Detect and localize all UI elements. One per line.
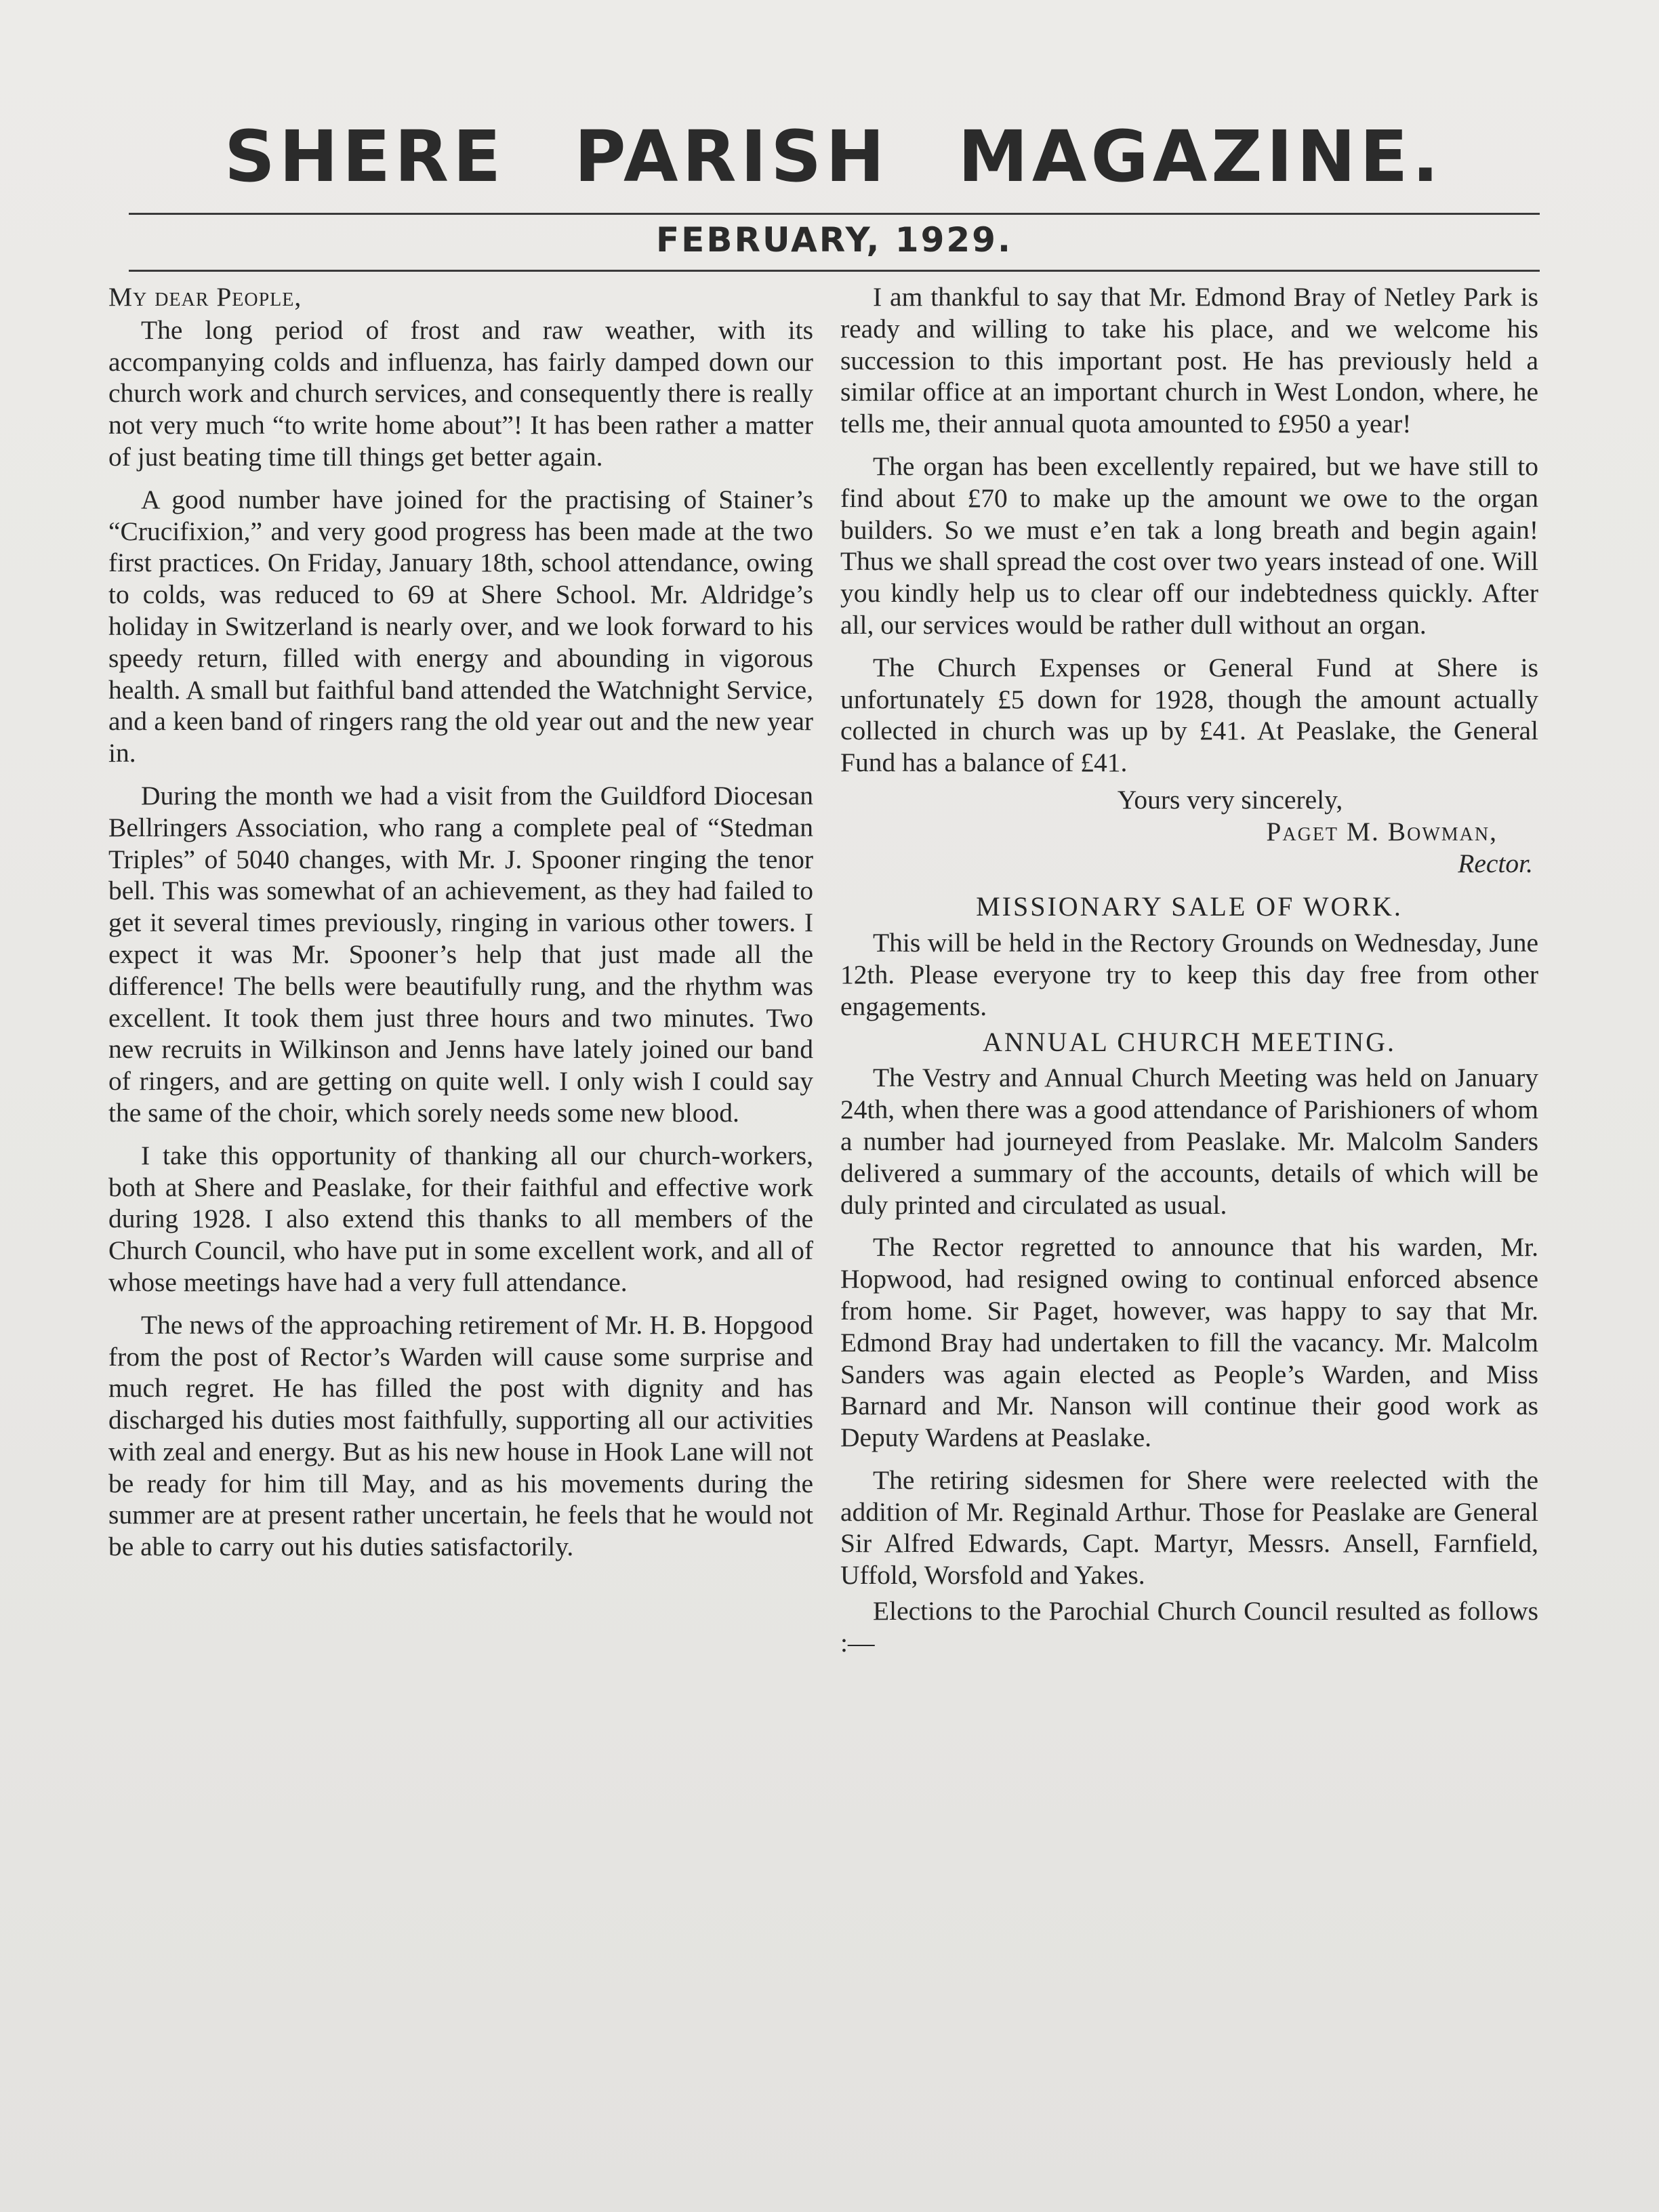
meeting-paragraph: The retiring sidesmen for Shere were reelected with the addition of Mr. Reginald Arthur. Those for Peaslake are General Sir Alfred Edwards, Capt. Martyr, Messrs. Ansell, Farnfield, Uffold, Worsfold and Yakes. xyxy=(840,1465,1538,1591)
meeting-paragraph: Elections to the Parochial Church Council resulted as follows :— xyxy=(840,1596,1538,1658)
letter-paragraph: The news of the approaching retirement of Mr. H. B. Hopgood from the post of Rector’s Warden will cause some surprise and much regret. He has filled the post with dignity and has discharged his duties most faithfully, supporting all our activities with zeal and energy. But as his new house in Hook Lane will not be ready for him till May, and as his movements during the summer are at present rather uncertain, he feels that he would not be able to carry out his duties satisfactorily. xyxy=(108,1309,813,1562)
missionary-sale-text: This will be held in the Rectory Grounds on Wednesday, June 12th. Please everyone try to keep this day free from other engagements. xyxy=(840,928,1538,1021)
letter-paragraph: The organ has been excellently repaired, but we have still to find about £70 to make up the amount we owe to the organ builders. So we must e’en tak a long breath and begin again! Thus we shall spread the cost over two years instead of one. Will you kindly help us to clear off our indebtedness quickly. After all, our services would be rather dull without an organ. xyxy=(840,451,1538,640)
annual-meeting-heading: ANNUAL CHURCH MEETING. xyxy=(982,1026,1397,1057)
letter-salutation: My dear People, xyxy=(108,282,302,312)
letter-paragraph: I take this opportunity of thanking all our church-workers, both at Shere and Peaslake, for their faithful and effective work during 1928. I also extend this thanks to all members of the Church Council, who have put in some excellent work, and all of whose meetings have had a very full attendance. xyxy=(108,1140,813,1297)
title-rule xyxy=(129,213,1540,215)
letter-paragraph: During the month we had a visit from the Guildford Diocesan Bellringers Association, who rang a complete peal of “Stedman Triples” of 5040 changes, with Mr. J. Spooner ringing the tenor bell. This was somewhat of an achievement, as they had failed to get it several times previously, ringing in various other towers. I expect it was Mr. Spooner’s help that just made all the difference! The bells were beautifully rung, and the rhythm was excellent. It took them just three hours and two minutes. Two new recruits in Wilkinson and Jenns have lately joined our band of ringers, and are getting on quite well. I only wish I could say the same of the choir, which sorely needs some new blood. xyxy=(108,780,813,1128)
missionary-sale-heading: MISSIONARY SALE OF WORK. xyxy=(976,891,1403,922)
left-column xyxy=(108,281,813,1574)
letter-paragraph: A good number have joined for the practising of Stainer’s “Crucifixion,” and very good progress has been made at the two first practices. On Friday, January 18th, school attendance, owing to colds, was reduced to 69 at Shere School. Mr. Aldridge’s holiday in Switzerland is nearly over, and we look forward to his speedy return, filled with energy and abounding in vigorous health. A small but faithful band attended the Watchnight Service, and a keen band of ringers rang the old year out and the new year in. xyxy=(108,484,813,769)
date-rule xyxy=(129,270,1540,272)
letter-closing: Yours very sincerely, xyxy=(1117,784,1343,815)
meeting-paragraph: The Rector regretted to announce that his warden, Mr. Hopwood, had resigned owing to continual enforced absence from home. Sir Paget, however, was happy to say that Mr. Edmond Bray had undertaken to fill the vacancy. Mr. Malcolm Sanders was again elected as People’s Warden, and Miss Barnard and Mr. Nanson will continue their good work as Deputy Wardens at Peaslake. xyxy=(840,1232,1538,1453)
letter-paragraph: The Church Expenses or General Fund at Shere is unfortunately £5 down for 1928, though the amount actually collected in church was up by £41. At Peaslake, the General Fund has a balance of £41. xyxy=(840,652,1538,778)
right-column xyxy=(840,281,1538,1670)
issue-date: FEBRUARY, 1929. xyxy=(656,220,1012,260)
letter-signature: Paget M. Bowman, xyxy=(1266,816,1498,846)
meeting-paragraph: The Vestry and Annual Church Meeting was held on January 24th, when there was a good attendance of Parishioners of whom a number had journeyed from Peaslake. Mr. Malcolm Sanders delivered a summary of the accounts, details of which will be duly printed and circulated as usual. xyxy=(840,1063,1539,1220)
signature-title: Rector. xyxy=(1458,848,1533,878)
letter-paragraph: The long period of frost and raw weather, with its accompanying colds and influenza, has fairly damped down our church work and church services, and consequently there is really not very much “to write home about”! It has been rather a matter of just beating time till things get better again. xyxy=(108,314,813,472)
letter-paragraph: I am thankful to say that Mr. Edmond Bray of Netley Park is ready and willing to take his place, and we welcome his succession to this important post. He has previously held a similar office at an important church in West London, where, he tells me, their annual quota amounted to £950 a year! xyxy=(840,282,1538,439)
magazine-title: SHERE PARISH MAGAZINE. xyxy=(224,115,1443,198)
